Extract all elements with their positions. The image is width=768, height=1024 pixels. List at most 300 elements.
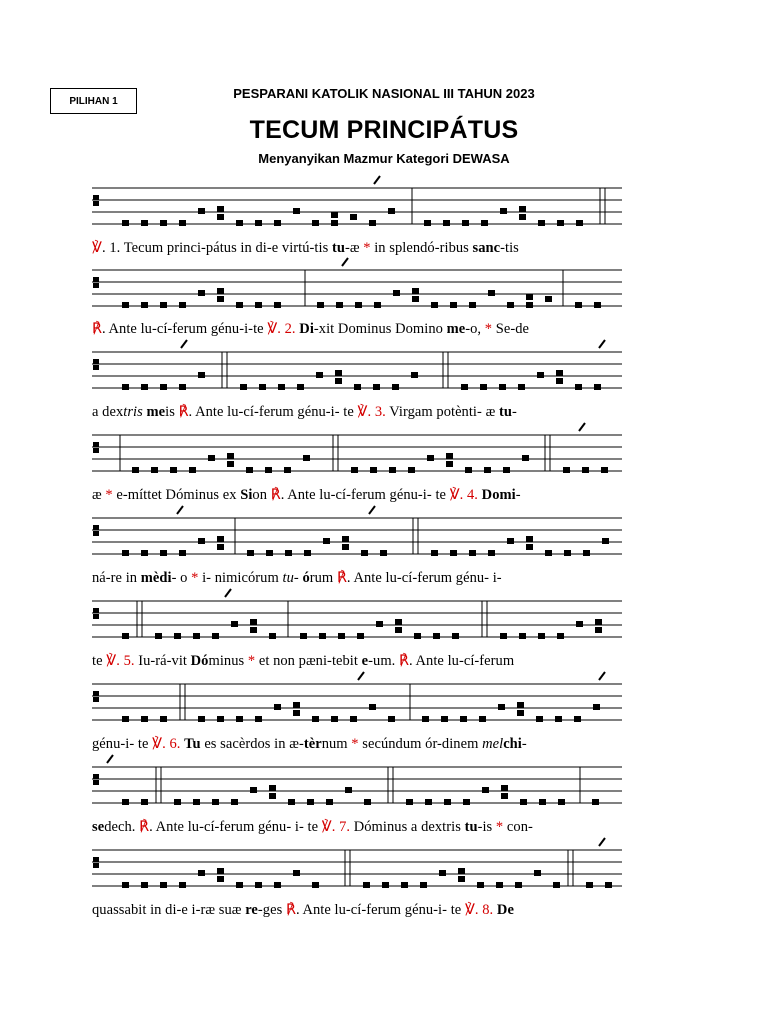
lyric-syllable: -tis xyxy=(500,240,519,256)
neume-note xyxy=(198,372,205,378)
neume-note xyxy=(539,799,546,805)
lyric-syllable: se xyxy=(92,819,105,835)
neume-note xyxy=(122,882,129,888)
neume-note xyxy=(246,467,253,473)
neume-note xyxy=(227,453,234,459)
clef-mark xyxy=(93,283,99,288)
neume-note xyxy=(583,550,590,556)
lyric-syllable: i- nimicórum xyxy=(198,570,283,586)
accent-mark xyxy=(369,506,375,514)
neume-note xyxy=(217,544,224,550)
neume-note xyxy=(519,206,526,212)
lyric-syllable: te xyxy=(92,653,107,669)
neume-note xyxy=(458,876,465,882)
neume-note xyxy=(179,302,186,308)
neume-note xyxy=(484,467,491,473)
lyric-syllable: ℟ xyxy=(399,653,409,669)
lyric-syllable: . Ante lu-cí-ferum génu- i- te xyxy=(149,819,322,835)
neume-note xyxy=(297,384,304,390)
neume-note xyxy=(370,467,377,473)
neume-note xyxy=(425,799,432,805)
neume-note xyxy=(300,633,307,639)
neume-note xyxy=(602,538,609,544)
clef-mark xyxy=(93,531,99,536)
neume-note xyxy=(274,704,281,710)
lyric-syllable: Tecum princi-pátus in di-e virtú-tis xyxy=(123,240,332,256)
neume-note xyxy=(522,455,529,461)
neume-note xyxy=(444,799,451,805)
lyric-syllable: me xyxy=(146,404,166,420)
neume-note xyxy=(545,296,552,302)
lyric-syllable: me xyxy=(446,321,466,337)
lyric-syllable: . Ante lu-cí-ferum génu- i- xyxy=(346,570,502,586)
neume-note xyxy=(431,550,438,556)
neume-note xyxy=(217,296,224,302)
lyric-syllable: chi xyxy=(503,736,522,752)
neume-note xyxy=(526,302,533,308)
lyric-line xyxy=(92,321,622,338)
neume-note xyxy=(312,220,319,226)
neume-note xyxy=(293,208,300,214)
neume-note xyxy=(582,467,589,473)
clef-mark xyxy=(93,195,99,200)
lyric-line xyxy=(92,570,622,587)
neume-note xyxy=(170,467,177,473)
lyric-syllable: on xyxy=(252,487,271,503)
neume-note xyxy=(431,302,438,308)
neume-note xyxy=(401,882,408,888)
lyric-syllable: tu xyxy=(331,240,345,256)
lyric-syllable: Se-de xyxy=(492,321,530,337)
lyric-syllable: Iu-rá-vit xyxy=(134,653,191,669)
neume-note xyxy=(526,294,533,300)
neume-note xyxy=(319,633,326,639)
neume-note xyxy=(441,716,448,722)
neume-note xyxy=(450,550,457,556)
neume-note xyxy=(259,384,266,390)
event-title: PESPARANI KATOLIK NASIONAL III TAHUN 2023 xyxy=(233,86,535,101)
lyric-syllable: . Ante lu-cí-ferum génu-i-te xyxy=(101,321,268,337)
neume-note xyxy=(336,302,343,308)
neume-note xyxy=(488,290,495,296)
neume-note xyxy=(507,302,514,308)
lyric-syllable: * xyxy=(191,570,199,586)
neume-note xyxy=(217,876,224,882)
neume-note xyxy=(160,302,167,308)
neume-note xyxy=(350,716,357,722)
neume-note xyxy=(141,882,148,888)
accent-mark xyxy=(181,340,187,348)
neume-note xyxy=(545,550,552,556)
neume-note xyxy=(265,467,272,473)
neume-note xyxy=(141,799,148,805)
neume-note xyxy=(293,710,300,716)
neume-note xyxy=(500,633,507,639)
clef-mark xyxy=(93,691,99,696)
neume-note xyxy=(269,785,276,791)
neume-note xyxy=(212,633,219,639)
neume-note xyxy=(388,208,395,214)
lyric-syllable: e xyxy=(361,653,369,669)
neume-note xyxy=(285,550,292,556)
neume-note xyxy=(331,220,338,226)
neume-note xyxy=(208,455,215,461)
neume-note xyxy=(469,550,476,556)
neume-note xyxy=(155,633,162,639)
clef-mark xyxy=(93,448,99,453)
neume-note xyxy=(160,384,167,390)
neume-note xyxy=(250,619,257,625)
neume-note xyxy=(307,799,314,805)
neume-note xyxy=(217,288,224,294)
neume-note xyxy=(412,288,419,294)
clef-mark xyxy=(93,608,99,613)
accent-mark xyxy=(599,672,605,680)
lyric-syllable: ℟ xyxy=(139,819,150,835)
neume-note xyxy=(482,787,489,793)
neume-note xyxy=(433,633,440,639)
neume-note xyxy=(388,716,395,722)
neume-note xyxy=(526,536,533,542)
neume-note xyxy=(331,212,338,218)
page-title: TECUM PRINCIPÁTUS xyxy=(249,116,519,144)
neume-note xyxy=(179,550,186,556)
neume-note xyxy=(517,702,524,708)
lyric-line xyxy=(92,819,622,836)
neume-note xyxy=(395,619,402,625)
lyric-syllable: in splendó-ribus xyxy=(370,240,473,256)
neume-note xyxy=(594,384,601,390)
neume-note xyxy=(427,455,434,461)
lyric-syllable: is xyxy=(165,404,179,420)
neume-note xyxy=(563,467,570,473)
neume-note xyxy=(274,220,281,226)
neume-note xyxy=(452,633,459,639)
accent-mark xyxy=(107,755,113,763)
lyric-syllable: ℣. 4. xyxy=(449,487,478,503)
lyric-syllable: -æ xyxy=(344,240,364,256)
neume-note xyxy=(414,633,421,639)
neume-note xyxy=(422,716,429,722)
neume-note xyxy=(284,467,291,473)
lyric-syllable: * xyxy=(363,240,371,256)
lyric-syllable: dech. xyxy=(104,819,140,835)
neume-note xyxy=(193,799,200,805)
neume-note xyxy=(389,467,396,473)
neume-note xyxy=(557,633,564,639)
neume-note xyxy=(179,384,186,390)
page-subtitle: Menyanyikan Mazmur Kategori DEWASA xyxy=(258,151,510,166)
neume-note xyxy=(460,716,467,722)
neume-note xyxy=(481,220,488,226)
neume-note xyxy=(439,870,446,876)
neume-note xyxy=(122,550,129,556)
lyric-line xyxy=(92,902,622,919)
neume-note xyxy=(392,384,399,390)
lyric-syllable: - xyxy=(515,487,521,503)
neume-note xyxy=(576,621,583,627)
neume-note xyxy=(393,290,400,296)
lyric-syllable: æ xyxy=(92,487,106,503)
neume-note xyxy=(488,550,495,556)
neume-note xyxy=(240,384,247,390)
neume-note xyxy=(538,633,545,639)
lyric-syllable: a dex xyxy=(92,404,124,420)
clef-mark xyxy=(93,780,99,785)
neume-note xyxy=(357,633,364,639)
lyric-syllable: - xyxy=(521,736,527,752)
lyric-syllable: -ges xyxy=(257,902,286,918)
neume-note xyxy=(160,716,167,722)
neume-note xyxy=(304,550,311,556)
lyric-syllable: mèdi xyxy=(140,570,172,586)
neume-note xyxy=(515,882,522,888)
neume-note xyxy=(217,214,224,220)
option-label: PILIHAN 1 xyxy=(50,88,137,114)
lyric-syllable: De xyxy=(496,902,514,918)
neume-note xyxy=(499,384,506,390)
neume-note xyxy=(556,370,563,376)
lyric-line xyxy=(92,736,622,753)
accent-mark xyxy=(177,506,183,514)
neume-note xyxy=(537,372,544,378)
clef-mark xyxy=(93,201,99,206)
lyric-syllable: quassabit in di-e i-ræ suæ xyxy=(92,902,246,918)
lyric-syllable: tu xyxy=(282,570,294,586)
neume-note xyxy=(376,621,383,627)
lyric-syllable: ℟ xyxy=(178,404,189,420)
neume-note xyxy=(465,467,472,473)
lyric-syllable: Si xyxy=(240,487,253,503)
clef-mark xyxy=(93,525,99,530)
neume-note xyxy=(326,799,333,805)
neume-note xyxy=(255,302,262,308)
neume-note xyxy=(122,633,129,639)
lyric-syllable: ℣. 5. xyxy=(106,653,135,669)
lyric-syllable: es sacèrdos in æ- xyxy=(200,736,304,752)
lyric-syllable: Di xyxy=(299,321,314,337)
neume-note xyxy=(526,544,533,550)
neume-note xyxy=(250,627,257,633)
neume-note xyxy=(269,633,276,639)
neume-note xyxy=(373,384,380,390)
neume-note xyxy=(446,461,453,467)
lyric-syllable: et non pæni-tebit xyxy=(255,653,362,669)
neume-note xyxy=(217,206,224,212)
lyric-syllable: Dóminus a dextris xyxy=(350,819,465,835)
accent-mark xyxy=(342,258,348,266)
lyric-syllable: ná-re in xyxy=(92,570,141,586)
neume-note xyxy=(463,799,470,805)
neume-note xyxy=(132,467,139,473)
neume-note xyxy=(250,787,257,793)
neume-note xyxy=(517,710,524,716)
neume-note xyxy=(274,302,281,308)
neume-note xyxy=(122,302,129,308)
neume-note xyxy=(122,799,129,805)
neume-note xyxy=(193,633,200,639)
lyric-syllable: ℟ xyxy=(285,902,296,918)
neume-note xyxy=(174,799,181,805)
lyric-syllable: . Ante lu-cí-ferum génu-i- te xyxy=(280,487,450,503)
neume-note xyxy=(179,882,186,888)
lyric-syllable: ℣. 3. xyxy=(357,404,386,420)
accent-mark xyxy=(579,423,585,431)
lyric-line xyxy=(92,240,622,257)
neume-note xyxy=(217,536,224,542)
lyric-syllable: -xit Dominus Domino xyxy=(313,321,447,337)
lyric-syllable: re xyxy=(245,902,258,918)
neume-note xyxy=(575,302,582,308)
lyric-syllable: sanc xyxy=(472,240,501,256)
neume-note xyxy=(317,302,324,308)
neume-note xyxy=(557,220,564,226)
lyric-syllable: num xyxy=(321,736,352,752)
neume-note xyxy=(507,538,514,544)
neume-note xyxy=(601,467,608,473)
neume-note xyxy=(406,799,413,805)
clef-mark xyxy=(93,359,99,364)
neume-note xyxy=(236,220,243,226)
lyric-syllable: * xyxy=(105,487,113,503)
neume-note xyxy=(593,704,600,710)
neume-note xyxy=(555,716,562,722)
neume-note xyxy=(380,550,387,556)
neume-note xyxy=(236,302,243,308)
neume-note xyxy=(501,785,508,791)
lyric-syllable: ℟ xyxy=(336,570,347,586)
neume-note xyxy=(498,704,505,710)
neume-note xyxy=(236,882,243,888)
neume-note xyxy=(236,716,243,722)
accent-mark xyxy=(225,589,231,597)
neume-note xyxy=(424,220,431,226)
neume-note xyxy=(369,220,376,226)
neume-note xyxy=(227,461,234,467)
lyric-syllable: Virgam potènti- æ xyxy=(385,404,499,420)
neume-note xyxy=(122,384,129,390)
clef-mark xyxy=(93,857,99,862)
neume-note xyxy=(247,550,254,556)
neume-note xyxy=(575,384,582,390)
lyric-syllable: ó xyxy=(302,570,310,586)
neume-note xyxy=(151,467,158,473)
neume-note xyxy=(160,550,167,556)
neume-note xyxy=(534,870,541,876)
lyric-line xyxy=(92,487,622,504)
neume-note xyxy=(312,882,319,888)
neume-note xyxy=(160,220,167,226)
clef-mark xyxy=(93,697,99,702)
neume-note xyxy=(255,882,262,888)
neume-note xyxy=(141,220,148,226)
neume-note xyxy=(496,882,503,888)
neume-note xyxy=(212,799,219,805)
neume-note xyxy=(338,633,345,639)
neume-note xyxy=(231,799,238,805)
neume-note xyxy=(141,550,148,556)
accent-mark xyxy=(599,340,605,348)
neume-note xyxy=(323,538,330,544)
lyric-syllable: - xyxy=(293,570,303,586)
neume-note xyxy=(420,882,427,888)
neume-note xyxy=(450,302,457,308)
neume-note xyxy=(538,220,545,226)
neume-note xyxy=(288,799,295,805)
lyric-syllable: * xyxy=(495,819,504,835)
neume-note xyxy=(446,453,453,459)
neume-note xyxy=(461,384,468,390)
lyric-syllable: ℟ xyxy=(92,321,102,337)
clef-mark xyxy=(93,442,99,447)
neume-note xyxy=(574,716,581,722)
neume-note xyxy=(477,882,484,888)
neume-note xyxy=(558,799,565,805)
neume-note xyxy=(335,378,342,384)
neume-note xyxy=(363,882,370,888)
neume-note xyxy=(174,633,181,639)
neume-note xyxy=(374,302,381,308)
neume-note xyxy=(345,787,352,793)
neume-note xyxy=(519,214,526,220)
neume-note xyxy=(122,220,129,226)
clef-mark xyxy=(93,863,99,868)
neume-note xyxy=(361,550,368,556)
neume-note xyxy=(369,704,376,710)
clef-mark xyxy=(93,774,99,779)
neume-note xyxy=(594,302,601,308)
neume-note xyxy=(556,378,563,384)
neume-note xyxy=(355,302,362,308)
neume-note xyxy=(278,384,285,390)
neume-note xyxy=(293,870,300,876)
neume-note xyxy=(586,882,593,888)
lyric-syllable: minus xyxy=(208,653,248,669)
neume-note xyxy=(443,220,450,226)
neume-note xyxy=(480,384,487,390)
neume-note xyxy=(469,302,476,308)
neume-note xyxy=(198,290,205,296)
lyric-syllable: tèr xyxy=(303,736,322,752)
lyric-syllable: tu xyxy=(464,819,478,835)
lyric-syllable: - xyxy=(511,404,517,420)
neume-note xyxy=(179,220,186,226)
lyric-syllable: ℣. 2. xyxy=(267,321,296,337)
clef-mark xyxy=(93,614,99,619)
neume-note xyxy=(595,627,602,633)
neume-note xyxy=(312,716,319,722)
neume-note xyxy=(364,799,371,805)
neume-note xyxy=(519,633,526,639)
neume-note xyxy=(293,702,300,708)
neume-note xyxy=(266,550,273,556)
lyric-syllable: secúndum ór-dinem xyxy=(358,736,483,752)
neume-note xyxy=(255,716,262,722)
neume-note xyxy=(518,384,525,390)
neume-note xyxy=(217,716,224,722)
neume-note xyxy=(536,716,543,722)
lyric-syllable: ℣. 6. xyxy=(152,736,181,752)
neume-note xyxy=(274,882,281,888)
neume-note xyxy=(412,296,419,302)
neume-note xyxy=(198,716,205,722)
lyric-syllable: con- xyxy=(503,819,533,835)
lyric-syllable: . 1. xyxy=(101,240,124,256)
lyric-syllable: * xyxy=(484,321,493,337)
clef-mark xyxy=(93,277,99,282)
neume-note xyxy=(160,882,167,888)
lyric-syllable: Domi xyxy=(481,487,516,503)
